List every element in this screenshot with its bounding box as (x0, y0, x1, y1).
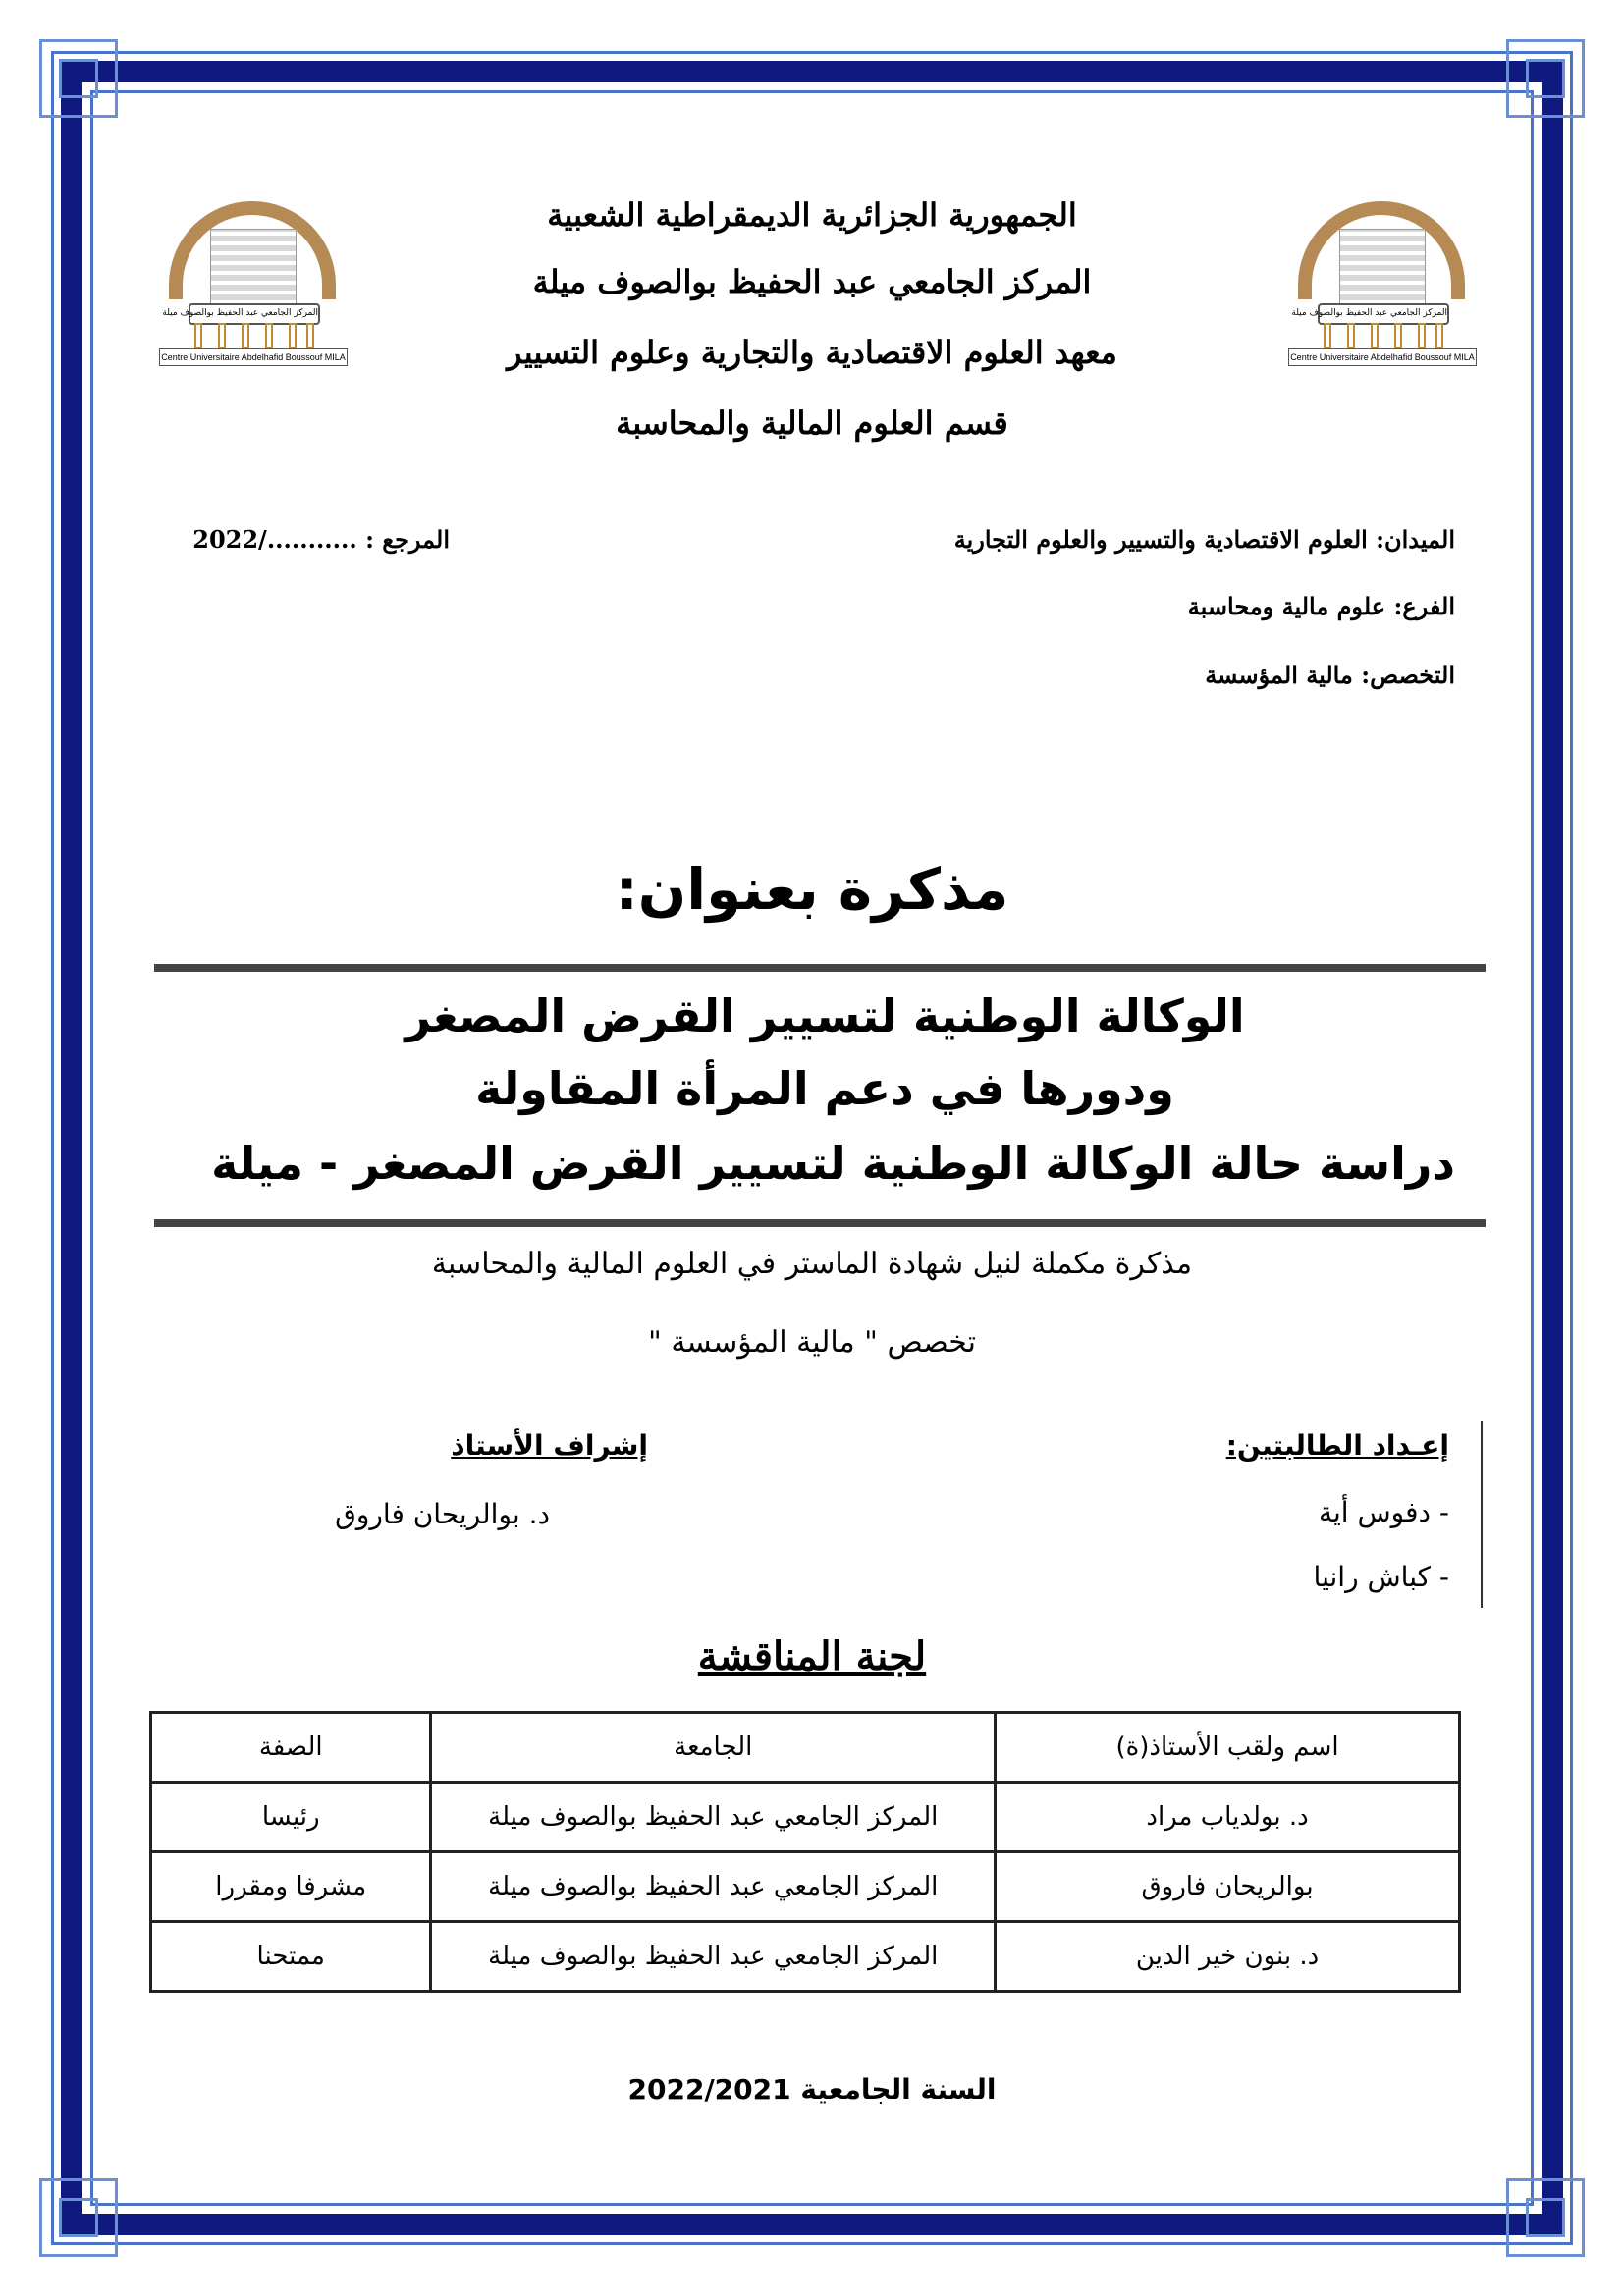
students-heading: إعـداد الطالبتين: (1225, 1429, 1449, 1462)
jury-member-university: المركز الجامعي عبد الحفيظ بوالصوف ميلة (431, 1783, 996, 1852)
student-name: - دفوس أية (1319, 1496, 1449, 1528)
degree-specialty: تخصص " مالية المؤسسة " (647, 1325, 976, 1360)
jury-member-university: المركز الجامعي عبد الحفيظ بوالصوف ميلة (431, 1922, 996, 1992)
meta-specialty: التخصص: مالية المؤسسة (1205, 661, 1455, 689)
jury-title: لجنة المناقشة (697, 1633, 927, 1680)
supervisor-name: د. بوالريحان فاروق (335, 1498, 550, 1530)
border-corner-ornament (1506, 39, 1585, 118)
header-republic: الجمهورية الجزائرية الديمقراطية الشعبية (547, 196, 1077, 234)
thesis-title-line1: الوكالة الوطنية لتسيير القرض المصغر (405, 989, 1245, 1042)
student-name: - كباش رانيا (1313, 1561, 1449, 1593)
table-row (151, 1783, 1460, 1852)
university-logo-right: المركز الجامعي عبد الحفيظ بوالصوف ميلة Centre Universitaire Abdelhafid Boussouf MILA (1288, 201, 1475, 368)
jury-member-university: المركز الجامعي عبد الحفيظ بوالصوف ميلة (431, 1852, 996, 1922)
jury-table (149, 1711, 1461, 1993)
border-corner-ornament (39, 39, 118, 118)
supervisor-heading: إشراف الأستاذ (451, 1429, 648, 1462)
jury-header-row (151, 1713, 1460, 1783)
header-institute: معهد العلوم الاقتصادية والتجارية وعلوم التسيير (507, 334, 1117, 371)
university-logo-left: المركز الجامعي عبد الحفيظ بوالصوف ميلة Centre Universitaire Abdelhafid Boussouf MILA (159, 201, 346, 368)
jury-header-name: اسم ولقب الأستاذ(ة) (996, 1713, 1460, 1783)
title-rule-bottom (154, 1219, 1486, 1227)
jury-header-role: الصفة (151, 1713, 431, 1783)
jury-member-role: رئيسا (151, 1783, 431, 1852)
header-university: المركز الجامعي عبد الحفيظ بوالصوف ميلة (532, 263, 1092, 300)
academic-year: السنة الجامعية 2022/2021 (627, 2073, 997, 2106)
thesis-title-line3: دراسة حالة الوكالة الوطنية لتسيير القرض المصغر - ميلة (211, 1137, 1455, 1190)
table-row (151, 1852, 1460, 1922)
students-divider (1481, 1421, 1483, 1608)
jury-member-name: بوالريحان فاروق (996, 1852, 1460, 1922)
thesis-title-line2: ودورها في دعم المرأة المقاولة (475, 1062, 1174, 1115)
title-rule-top (154, 964, 1486, 972)
header-department: قسم العلوم المالية والمحاسبة (616, 404, 1008, 442)
memo-heading: مذكرة بعنوان: (615, 856, 1009, 923)
border-corner-ornament (1506, 2178, 1585, 2257)
meta-field: الميدان: العلوم الاقتصادية والتسيير والعلوم التجارية (953, 525, 1455, 554)
jury-header-university: الجامعة (431, 1713, 996, 1783)
jury-member-name: د. بولدياب مراد (996, 1783, 1460, 1852)
table-row (151, 1922, 1460, 1992)
meta-reference: المرجع : .........../2022 (192, 525, 450, 554)
meta-branch: الفرع: علوم مالية ومحاسبة (1187, 592, 1455, 620)
jury-member-role: ممتحنا (151, 1922, 431, 1992)
border-corner-ornament (39, 2178, 118, 2257)
jury-member-name: د. بنون خير الدين (996, 1922, 1460, 1992)
jury-member-role: مشرفا ومقررا (151, 1852, 431, 1922)
degree-note: مذكرة مكملة لنيل شهادة الماستر في العلوم المالية والمحاسبة (431, 1247, 1193, 1281)
